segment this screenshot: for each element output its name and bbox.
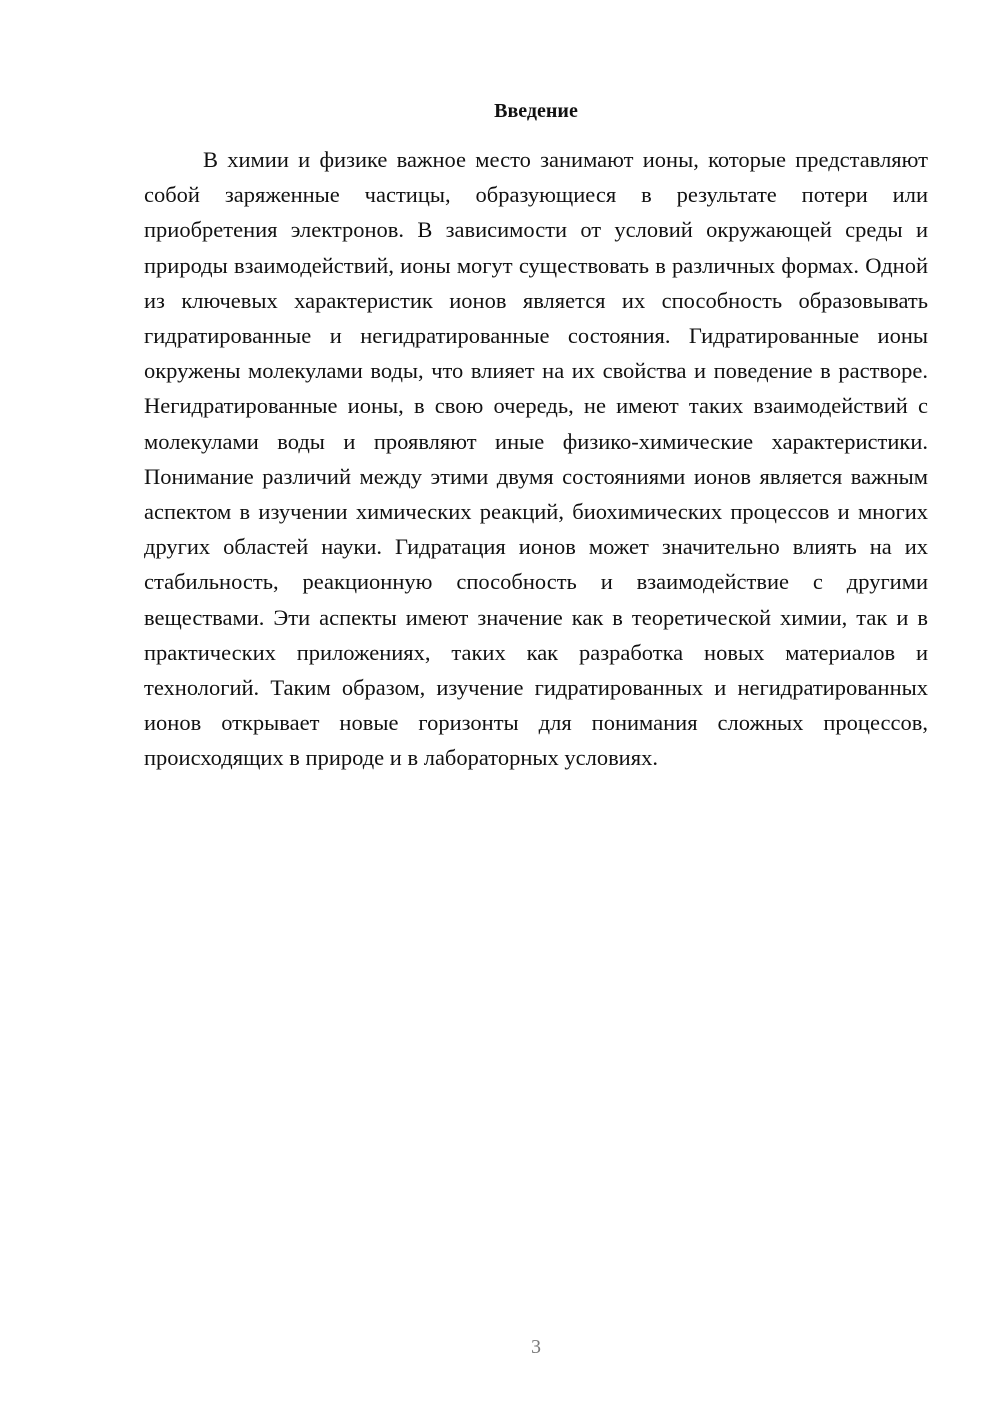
section-heading: Введение [494, 100, 578, 122]
page-number: 3 [531, 1336, 541, 1358]
body-paragraph: В химии и физике важное место занимают ионы, которые представляют собой заряженные частицы, образующиеся в результате потери или приобретения электронов. В зависимости от условий окружающей среды и природы взаимодействий, ионы могут существовать в различных формах. Одной из ключевых характеристик ионов является их способность образовывать гидратированные и негидратированные состояния. Гидратированные ионы окружены молекулами воды, что влияет на их свойства и поведение в растворе. Негидратированные ионы, в свою очередь, не имеют таких взаимодействий с молекулами воды и проявляют иные физико-химические характеристики. Понимание различий между этими двумя состояниями ионов является важным аспектом в изучении химических реакций, биохимических процессов и многих других областей науки. Гидратация ионов может значительно влиять на их стабильность, реакционную способность и взаимодействие с другими веществами. Эти аспекты имеют значение как в теоретической химии, так и в практических приложениях, таких как разработка новых материалов и технологий. Таким образом, изучение гидратированных и негидратированных ионов открывает новые горизонты для понимания сложных процессов, происходящих в природе и в лабораторных условиях. [144, 147, 928, 771]
